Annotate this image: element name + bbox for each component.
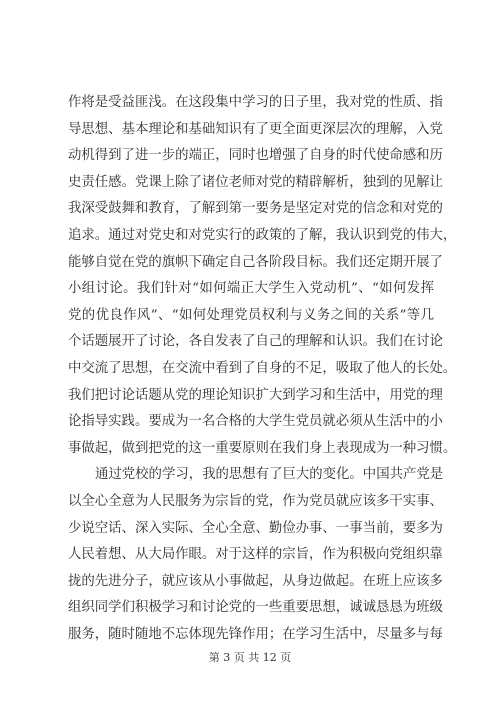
- text-line: 史责任感。党课上除了诸位老师对党的精辟解析，独到的见解让: [68, 174, 443, 190]
- text-line: 事做起，做到把党的这一重要原则在我们身上表现成为一种习惯。: [68, 440, 457, 456]
- body-text: [68, 90, 457, 648]
- text-line: 党的优良作风”、“如何处理党员权利与义务之间的关系”等几: [68, 307, 434, 323]
- text-line: 我深受鼓舞和教育，了解到第一要务是坚定对党的信念和对党的: [68, 201, 443, 217]
- text-line: 少说空话、深入实际、全心全意、勤俭办事、一事当前，要多为: [68, 520, 443, 536]
- text-line: 组织同学们积极学习和讨论党的一些重要思想，诚诚恳恳为班级: [68, 600, 443, 616]
- text-line: 我们把讨论话题从党的理论知识扩大到学习和生活中，用党的理: [68, 387, 443, 403]
- text-line: 作将是受益匪浅。在这段集中学习的日子里，我对党的性质、指: [68, 95, 443, 110]
- text-line: 论指导实践。要成为一名合格的大学生党员就必须从生活中的小: [68, 414, 443, 430]
- text-line: 中交流了思想，在交流中看到了自身的不足，吸取了他人的长处。: [68, 360, 457, 376]
- text-line: 导思想、基本理论和基础知识有了更全面更深层次的理解，入党: [68, 121, 443, 137]
- text-line: 追求。通过对党史和对党实行的政策的了解，我认识到党的伟大，: [68, 227, 457, 243]
- paragraph-1: [68, 90, 457, 462]
- text-line: 拢的先进分子，就应该从小事做起，从身边做起。在班上应该多: [68, 573, 443, 589]
- page-footer: [0, 649, 500, 665]
- text-line: 以全心全意为人民服务为宗旨的党，作为党员就应该多干实事、: [68, 493, 443, 509]
- text-line: 个话题展开了讨论，各自发表了自己的理解和认识。我们在讨论: [68, 334, 443, 350]
- text-line: 小组讨论。我们针对“如何端正大学生入党动机”、“如何发挥: [68, 281, 434, 297]
- text-line: 通过党校的学习，我的思想有了巨大的变化。中国共产党是: [95, 467, 444, 483]
- page-number-label: 第 3 页 共 12 页: [208, 651, 292, 664]
- text-line: 动机得到了进一步的端正，同时也增强了自身的时代使命感和历: [68, 148, 443, 164]
- text-line: 人民着想、从大局作眼。对于这样的宗旨，作为积极向党组织靠: [68, 547, 443, 563]
- text-line: 服务，随时随地不忘体现先锋作用；在学习生活中，尽量多与每: [68, 626, 443, 642]
- paragraph-2: [68, 462, 444, 648]
- text-line: 能够自觉在党的旗帜下确定自己各阶段目标。我们还定期开展了: [68, 254, 443, 270]
